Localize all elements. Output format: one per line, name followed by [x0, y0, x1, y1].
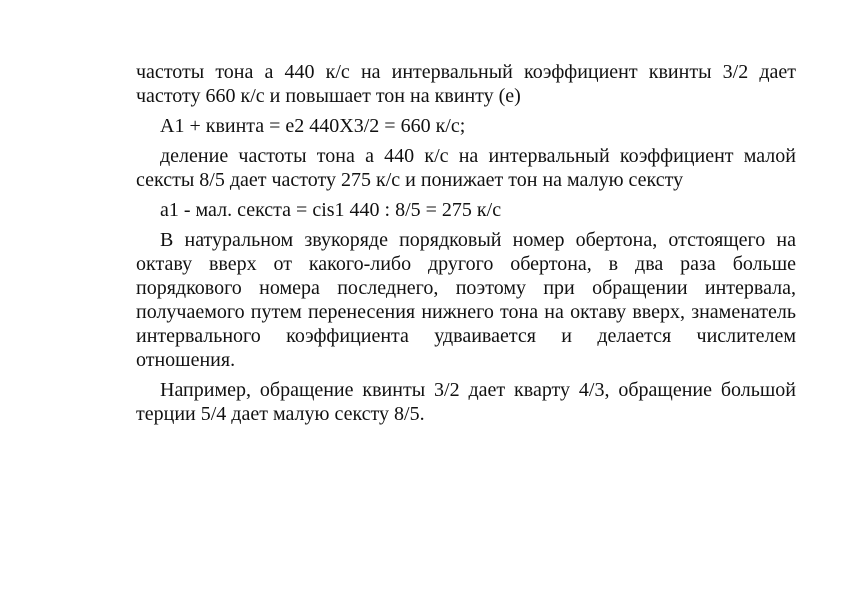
paragraph-natural-scale: В натуральном звукоряде порядковый номер обертона, отстоящего на октаву вверх от какого-либо другого обертона, в два раза больше порядкового номера последнего, поэтому при обращении интервала, получаемого путем перенесения нижнего тона на октаву вверх, знаменатель интервального коэффициента удваивается и делается числителем отношения.: [136, 229, 796, 371]
paragraph-formula-fifth: A1 + квинта = e2 440X3/2 = 660 к/с;: [160, 115, 466, 137]
document-text: [136, 60, 796, 432]
paragraph-formula-minor-sixth: a1 - мал. секста = cis1 440 : 8/5 = 275 к/с: [160, 199, 502, 221]
paragraph-division-minor-sixth: деление частоты тона a 440 к/с на интервальный коэффициент малой сексты 8/5 дает частоту 275 к/с и понижает тон на малую сексту: [136, 145, 796, 191]
paragraph-frequency-fifth: частоты тона a 440 к/с на интервальный коэффициент квинты 3/2 дает частоту 660 к/с и повышает тон на квинту (e): [136, 61, 796, 107]
paragraph-example-inversion: Например, обращение квинты 3/2 дает кварту 4/3, обращение большой терции 5/4 дает малую сексту 8/5.: [136, 379, 796, 425]
